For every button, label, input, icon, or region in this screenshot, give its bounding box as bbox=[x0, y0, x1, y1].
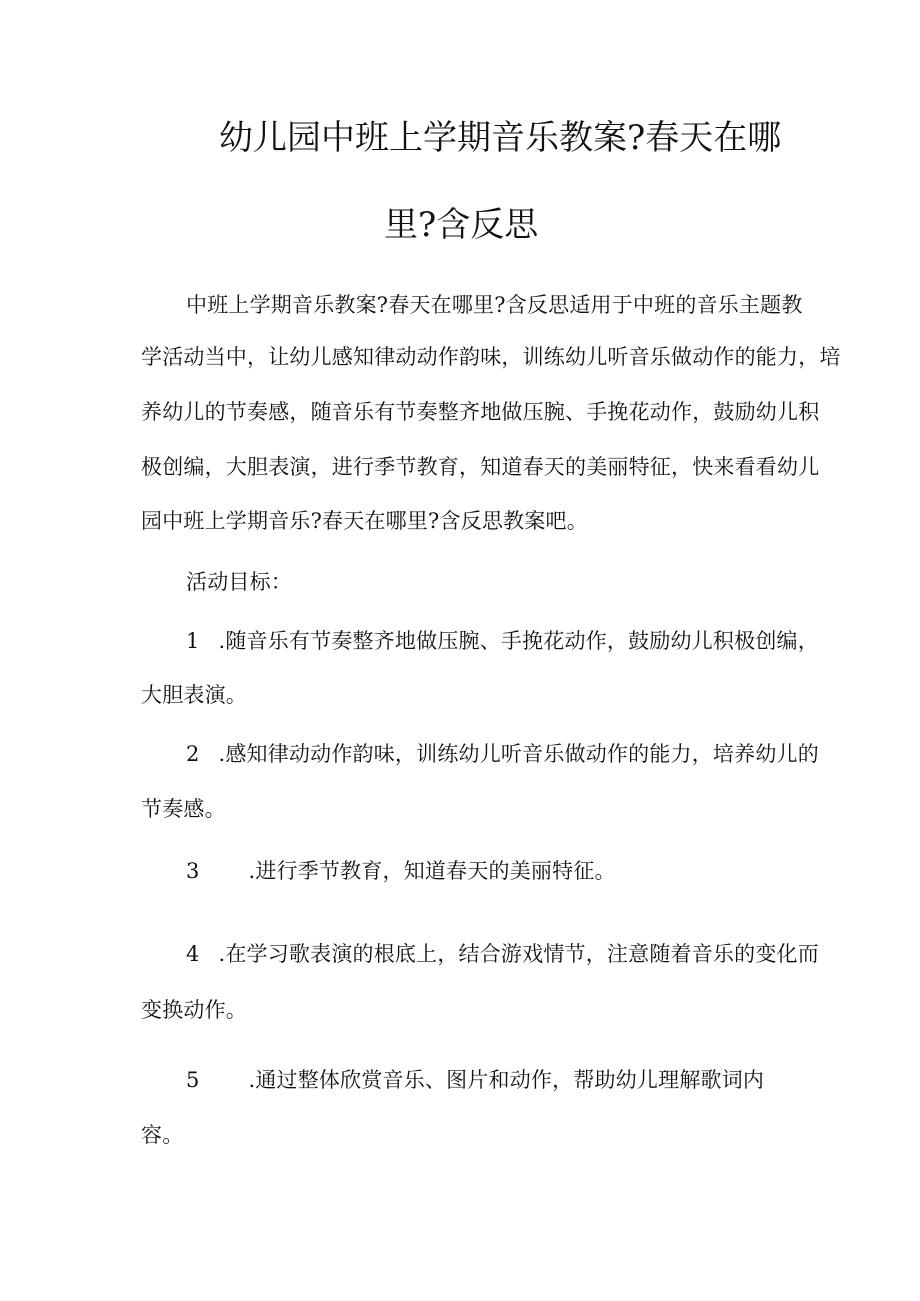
goal-number: 4 bbox=[186, 942, 200, 966]
goal-2-continuation: 节奏感。 bbox=[141, 797, 226, 821]
goal-number: 3 bbox=[186, 859, 200, 883]
intro-line-2: 学活动当中，让幼儿感知律动动作韵味，训练幼儿听音乐做动作的能力，培 bbox=[141, 345, 841, 369]
goal-text: .进行季节教育，知道春天的美丽特征。 bbox=[248, 859, 616, 883]
goal-text: .随音乐有节奏整齐地做压腕、手挽花动作，鼓励幼儿积极创编， bbox=[218, 629, 819, 653]
goal-4 bbox=[186, 940, 819, 968]
goal-3 bbox=[186, 857, 616, 885]
goal-text: .通过整体欣赏音乐、图片和动作，帮助幼儿理解歌词内 bbox=[248, 1068, 765, 1092]
document-title-line-1: 幼儿园中班上学期音乐教案?春天在哪 bbox=[219, 118, 782, 158]
section-heading: 活动目标： bbox=[186, 570, 292, 594]
goal-text: .感知律动动作韵味，训练幼儿听音乐做动作的能力，培养幼儿的 bbox=[218, 742, 819, 766]
goal-number: 5 bbox=[186, 1068, 200, 1092]
goal-number: 2 bbox=[186, 742, 200, 766]
goal-1 bbox=[186, 627, 819, 655]
goal-1-continuation: 大胆表演。 bbox=[141, 683, 247, 707]
intro-line-3: 养幼儿的节奏感，随音乐有节奏整齐地做压腕、手挽花动作，鼓励幼儿积 bbox=[141, 400, 820, 424]
goal-5-continuation: 容。 bbox=[141, 1123, 184, 1147]
goal-number: 1 bbox=[186, 629, 200, 653]
intro-line-5: 园中班上学期音乐?春天在哪里?含反思教案吧。 bbox=[141, 509, 588, 533]
intro-line-4: 极创编，大胆表演，进行季节教育，知道春天的美丽特征，快来看看幼儿 bbox=[141, 455, 820, 479]
goal-2 bbox=[186, 740, 819, 768]
goal-4-continuation: 变换动作。 bbox=[141, 998, 247, 1022]
goal-text: .在学习歌表演的根底上，结合游戏情节，注意随着音乐的变化而 bbox=[218, 942, 819, 966]
intro-line-1: 中班上学期音乐教案?春天在哪里?含反思适用于中班的音乐主题教 bbox=[186, 293, 803, 317]
goal-5 bbox=[186, 1066, 764, 1094]
document-title-line-2: 里?含反思 bbox=[384, 205, 539, 245]
